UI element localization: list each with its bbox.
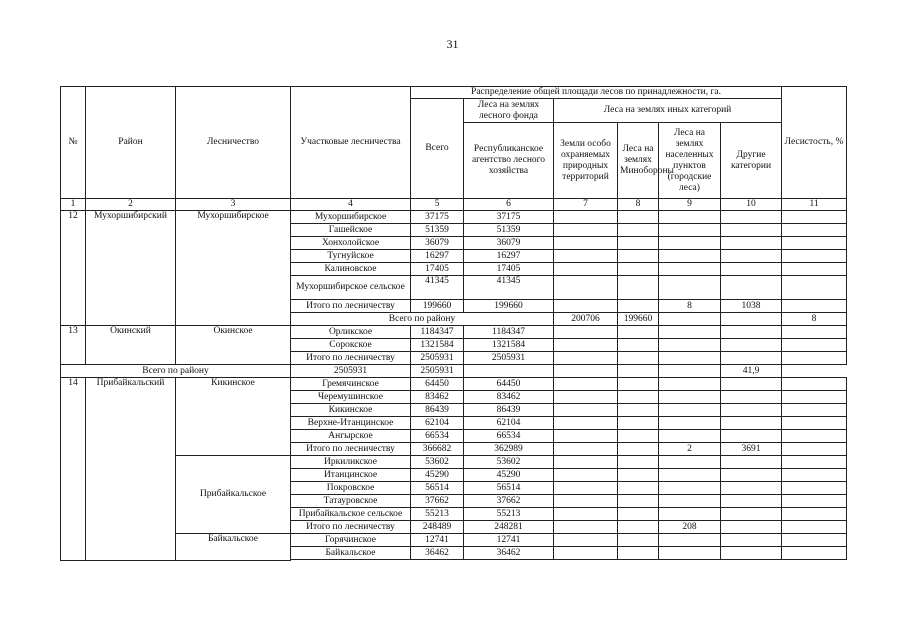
col-number: 11 [782, 199, 847, 211]
fund-value: 1184347 [464, 326, 554, 339]
col-number: 9 [659, 199, 721, 211]
total-value: 200706 [554, 313, 618, 326]
fund-value: 2505931 [411, 365, 464, 378]
sub-forestry-name: Ангырское [291, 430, 411, 443]
col-number: 3 [176, 199, 291, 211]
fund-value: 362989 [464, 443, 554, 456]
fund-value: 55213 [464, 508, 554, 521]
col-number: 2 [86, 199, 176, 211]
fund-value: 17405 [464, 263, 554, 276]
fund-value: 36079 [464, 237, 554, 250]
sub-forestry-name: Хонхолойское [291, 237, 411, 250]
district-name: Окинский [86, 326, 176, 365]
row-number: 13 [61, 326, 86, 365]
header-forest-cover: Лесистость, % [782, 87, 847, 199]
total-value: 45290 [411, 469, 464, 482]
itogo-label: Итого по лесничеству [291, 300, 411, 313]
district-total-row [61, 365, 847, 378]
header-sub-forestries: Участковые лесничества [291, 87, 411, 199]
total-value: 83462 [411, 391, 464, 404]
fund-value: 1321584 [464, 339, 554, 352]
header-other-categories: Леса на землях иных категорий [554, 99, 782, 123]
total-value: 36079 [411, 237, 464, 250]
header-total: Всего [411, 99, 464, 199]
sub-forestry-name: Прибайкальское сельское [291, 508, 411, 521]
sub-forestry-name: Калиновское [291, 263, 411, 276]
fund-value: 41345 [464, 276, 554, 300]
col-number: 10 [721, 199, 782, 211]
fund-value: 83462 [464, 391, 554, 404]
header-republic-agency: Республиканское агентство лесного хозяйства [464, 123, 554, 199]
fund-value: 199660 [618, 313, 659, 326]
header-forestry: Лесничество [176, 87, 291, 199]
sub-forestry-name: Верхне-Итанцинское [291, 417, 411, 430]
sub-forestry-name: Итанцинское [291, 469, 411, 482]
vsego-label: Всего по району [291, 313, 554, 326]
itogo-label: Итого по лесничеству [291, 521, 411, 534]
sub-forestry-name: Тугнуйское [291, 250, 411, 263]
forest-cover-value: 41,9 [721, 365, 782, 378]
other-value: 1038 [721, 300, 782, 313]
fund-value: 16297 [464, 250, 554, 263]
total-value: 16297 [411, 250, 464, 263]
sub-forestry-name: Горячинское [291, 534, 411, 547]
header-other: Другие категории [721, 123, 782, 199]
fund-value: 62104 [464, 417, 554, 430]
total-value: 37662 [411, 495, 464, 508]
total-value: 51359 [411, 224, 464, 237]
forest-distribution-table [60, 86, 847, 561]
settlements-value: 2 [659, 443, 721, 456]
row-number: 14 [61, 378, 86, 561]
sub-forestry-name: Сорокское [291, 339, 411, 352]
header-district: Район [86, 87, 176, 199]
sub-forestry-name: Орликское [291, 326, 411, 339]
table-row [61, 534, 847, 547]
forestry-name: Кикинское [176, 378, 291, 456]
total-value: 86439 [411, 404, 464, 417]
district-name: Прибайкальский [86, 378, 176, 561]
fund-value: 12741 [464, 534, 554, 547]
sub-forestry-name: Иркиликское [291, 456, 411, 469]
page-number: 31 [446, 37, 459, 51]
header-forest-fund: Леса на землях лесного фонда [464, 99, 554, 123]
total-value: 62104 [411, 417, 464, 430]
district-name: Мухоршибирский [86, 211, 176, 326]
table-row [61, 378, 847, 391]
forestry-name: Мухоршибирское [176, 211, 291, 326]
fund-value: 199660 [464, 300, 554, 313]
sub-forestry-name: Татауровское [291, 495, 411, 508]
fund-value: 86439 [464, 404, 554, 417]
header-no: № [61, 87, 86, 199]
total-value: 36462 [411, 547, 464, 560]
fund-value: 37175 [464, 211, 554, 224]
header-distribution: Распределение общей площади лесов по принадлежности, га. [411, 87, 782, 99]
fund-value: 66534 [464, 430, 554, 443]
col-number: 8 [618, 199, 659, 211]
forestry-name: Байкальское [176, 534, 291, 561]
total-value: 66534 [411, 430, 464, 443]
sub-forestry-name: Черемушинское [291, 391, 411, 404]
total-value: 37175 [411, 211, 464, 224]
sub-forestry-name: Кикинское [291, 404, 411, 417]
forestry-name: Прибайкальское [176, 456, 291, 534]
column-number-row [61, 199, 847, 211]
itogo-label: Итого по лесничеству [291, 443, 411, 456]
col-number: 7 [554, 199, 618, 211]
fund-value: 2505931 [464, 352, 554, 365]
settlements-value: 8 [659, 300, 721, 313]
total-value: 1184347 [411, 326, 464, 339]
total-value: 55213 [411, 508, 464, 521]
sub-forestry-name: Байкальское [291, 547, 411, 560]
itogo-label: Итого по лесничеству [291, 352, 411, 365]
header-minoborony: Леса на землях Минобороны [618, 123, 659, 199]
sub-forestry-name: Гремячинское [291, 378, 411, 391]
fund-value: 56514 [464, 482, 554, 495]
header-settlements: Леса на землях населенных пунктов (городские леса) [659, 123, 721, 199]
total-value: 56514 [411, 482, 464, 495]
sub-forestry-name: Мухоршибирское сельское [291, 276, 411, 300]
col-number: 4 [291, 199, 411, 211]
total-value: 2505931 [291, 365, 411, 378]
settlements-value: 208 [659, 521, 721, 534]
fund-value: 37662 [464, 495, 554, 508]
row-number: 12 [61, 211, 86, 326]
total-value: 366682 [411, 443, 464, 456]
settlements-value: 8 [782, 313, 847, 326]
table-row [61, 326, 847, 339]
col-number: 5 [411, 199, 464, 211]
total-value: 248489 [411, 521, 464, 534]
other-value: 3691 [721, 443, 782, 456]
fund-value: 64450 [464, 378, 554, 391]
sub-forestry-name: Гашейское [291, 224, 411, 237]
total-value: 17405 [411, 263, 464, 276]
col-number: 6 [464, 199, 554, 211]
total-value: 2505931 [411, 352, 464, 365]
sub-forestry-name: Мухоршибирское [291, 211, 411, 224]
total-value: 41345 [411, 276, 464, 300]
table-row [61, 456, 847, 469]
sub-forestry-name: Покровское [291, 482, 411, 495]
header-protected: Земли особо охраняемых природных территорий [554, 123, 618, 199]
fund-value: 248281 [464, 521, 554, 534]
fund-value: 45290 [464, 469, 554, 482]
fund-value: 36462 [464, 547, 554, 560]
forestry-name: Окинское [176, 326, 291, 365]
total-value: 199660 [411, 300, 464, 313]
total-value: 53602 [411, 456, 464, 469]
fund-value: 53602 [464, 456, 554, 469]
total-value: 12741 [411, 534, 464, 547]
col-number: 1 [61, 199, 86, 211]
total-value: 64450 [411, 378, 464, 391]
fund-value: 51359 [464, 224, 554, 237]
table-row [61, 211, 847, 224]
total-value: 1321584 [411, 339, 464, 352]
vsego-label: Всего по району [61, 365, 291, 378]
